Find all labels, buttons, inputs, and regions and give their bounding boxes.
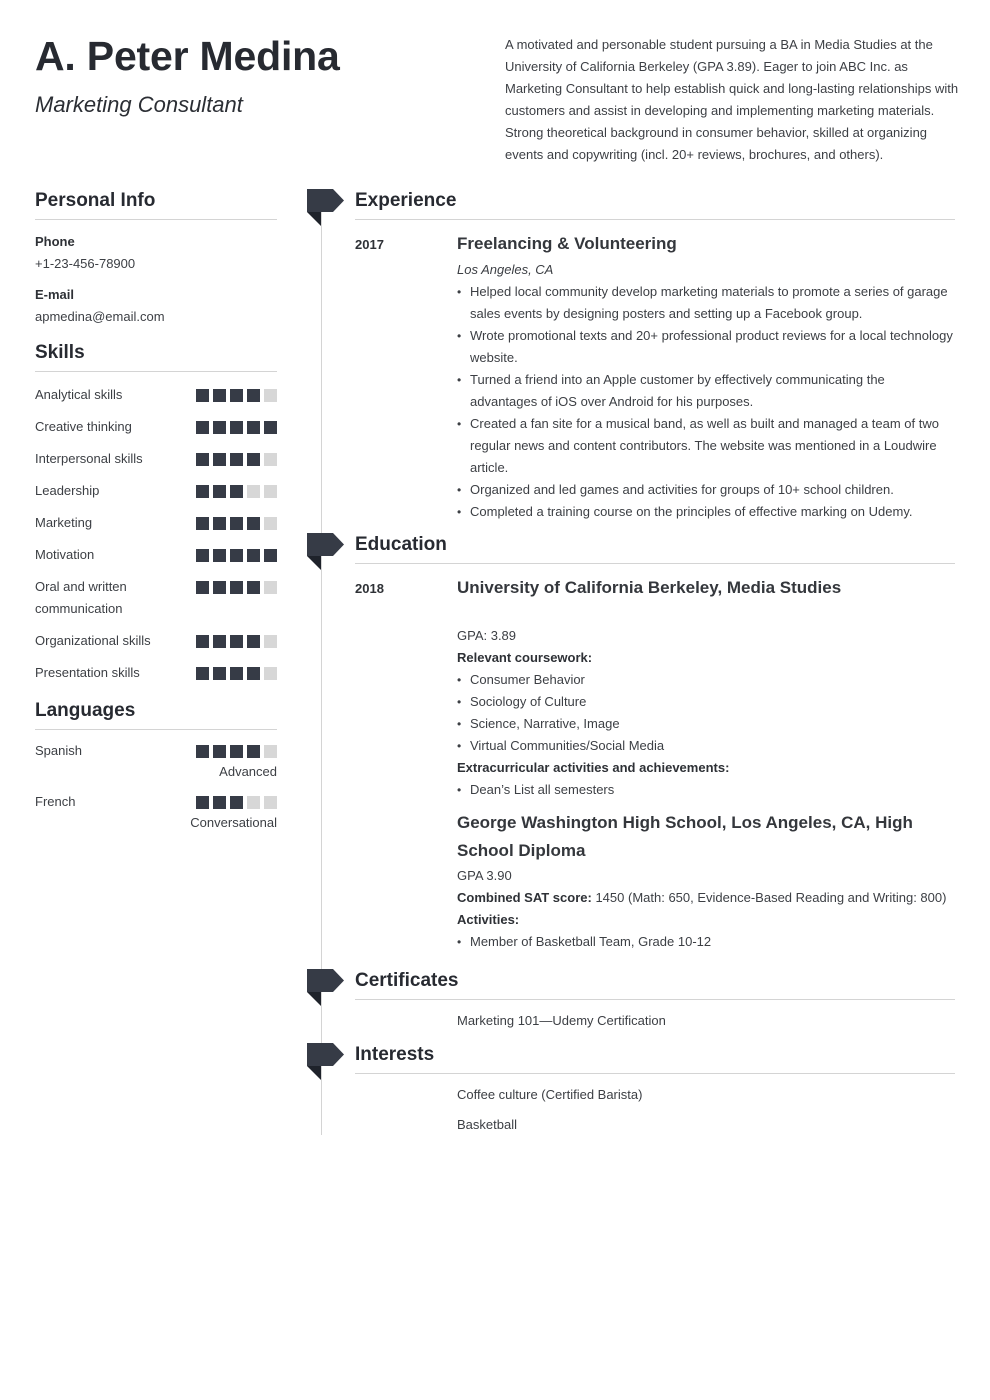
profile-summary: A motivated and personable student pursuing a BA in Media Studies at the University of California Berkeley (GPA 3.89). Eager to join ABC Inc. as Marketing Consultant to help establish quick and long-lasting relationships with customers and assist in developing and implementing marketing materials. Strong theoretical background in consumer behavior, skilled at organizing events and copywriting (incl. 20+ reviews, brochures, and others). bbox=[505, 37, 959, 162]
rating-dot bbox=[230, 453, 243, 466]
gpa: GPA 3.90 bbox=[457, 868, 512, 883]
rating-dots bbox=[196, 453, 277, 466]
rating-dot bbox=[196, 581, 209, 594]
experience-heading: Experience bbox=[355, 188, 955, 220]
resume-header bbox=[35, 32, 475, 118]
rating-dot bbox=[264, 517, 277, 530]
bullet-item: • Science, Narrative, Image bbox=[457, 713, 955, 735]
entry-year bbox=[355, 809, 457, 953]
skill-name: Interpersonal skills bbox=[35, 451, 143, 466]
experience-section bbox=[355, 188, 955, 523]
rating-dots bbox=[196, 796, 277, 809]
rating-dot bbox=[230, 667, 243, 680]
bullet-item: • Member of Basketball Team, Grade 10-12 bbox=[457, 931, 955, 953]
language-level: Advanced bbox=[219, 764, 277, 779]
skill-row bbox=[35, 448, 277, 470]
language-name: Spanish bbox=[35, 743, 82, 758]
rating-dot bbox=[230, 635, 243, 648]
coursework-label: Relevant coursework: bbox=[457, 650, 593, 665]
rating-dot bbox=[247, 517, 260, 530]
bullet-item: • Created a fan site for a musical band, as well as built and managed a team of two regular news and content contributors. The website was mentioned in a Loudwire article. bbox=[457, 413, 955, 479]
rating-dots bbox=[196, 635, 277, 648]
language-level: Conversational bbox=[190, 815, 277, 830]
certificate-item: Marketing 101—Udemy Certification bbox=[457, 1013, 666, 1028]
rating-dot bbox=[247, 635, 260, 648]
rating-dots bbox=[196, 421, 277, 434]
skill-row bbox=[35, 480, 277, 502]
bullet-item: • Helped local community develop marketing materials to promote a series of garage sales events by designing posters and setting up a Facebook group. bbox=[457, 281, 955, 325]
skill-name: Organizational skills bbox=[35, 633, 151, 648]
rating-dot bbox=[196, 745, 209, 758]
rating-dot bbox=[264, 389, 277, 402]
left-column bbox=[35, 188, 277, 832]
education-section bbox=[355, 532, 955, 953]
activities-label: Activities: bbox=[457, 912, 520, 927]
rating-dot bbox=[247, 549, 260, 562]
entry-title: University of California Berkeley, Media Studies bbox=[457, 578, 842, 597]
rating-dot bbox=[247, 667, 260, 680]
rating-dots bbox=[196, 389, 277, 402]
skill-name: Marketing bbox=[35, 515, 93, 530]
rating-dot bbox=[196, 635, 209, 648]
rating-dot bbox=[196, 796, 209, 809]
phone-label: Phone bbox=[35, 234, 75, 249]
interests-heading: Interests bbox=[355, 1042, 955, 1074]
rating-dots bbox=[196, 581, 277, 594]
flag-ribbon-icon bbox=[307, 533, 344, 570]
skill-row bbox=[35, 544, 277, 566]
bullet-item: • Wrote promotional texts and 20+ professional product reviews for a local technology website. bbox=[457, 325, 955, 369]
rating-dot bbox=[213, 581, 226, 594]
skills-list bbox=[35, 384, 277, 684]
bullet-item: • Virtual Communities/Social Media bbox=[457, 735, 955, 757]
rating-dot bbox=[196, 485, 209, 498]
skill-row bbox=[35, 512, 277, 534]
skill-row bbox=[35, 384, 277, 406]
sat-score bbox=[457, 887, 955, 909]
coursework-list bbox=[457, 669, 955, 757]
skill-name: Analytical skills bbox=[35, 387, 123, 402]
interest-item: Basketball bbox=[457, 1117, 517, 1132]
rating-dot bbox=[247, 581, 260, 594]
education-entry bbox=[355, 809, 955, 953]
rating-dot bbox=[264, 581, 277, 594]
sat-value: 1450 (Math: 650, Evidence-Based Reading and Writing: 800) bbox=[591, 890, 947, 905]
rating-dot bbox=[230, 485, 243, 498]
rating-dots bbox=[196, 517, 277, 530]
bullet-item: • Organized and led games and activities for groups of 10+ school children. bbox=[457, 479, 955, 501]
rating-dot bbox=[196, 421, 209, 434]
flag-ribbon-icon bbox=[307, 189, 344, 226]
email-label: E-mail bbox=[35, 287, 75, 302]
rating-dot bbox=[213, 421, 226, 434]
rating-dot bbox=[213, 453, 226, 466]
rating-dot bbox=[213, 549, 226, 562]
skill-row bbox=[35, 630, 277, 652]
education-entry bbox=[355, 574, 955, 801]
rating-dot bbox=[264, 549, 277, 562]
rating-dot bbox=[247, 389, 260, 402]
entry-location: Los Angeles, CA bbox=[457, 262, 554, 277]
skill-name: Motivation bbox=[35, 547, 95, 562]
skill-name: Creative thinking bbox=[35, 419, 132, 434]
bullet-item: • Turned a friend into an Apple customer by effectively communicating the advantages of iOS over Android for his purposes. bbox=[457, 369, 955, 413]
rating-dot bbox=[264, 796, 277, 809]
rating-dot bbox=[247, 796, 260, 809]
skill-name: Presentation skills bbox=[35, 665, 140, 680]
language-name: French bbox=[35, 794, 76, 809]
rating-dot bbox=[213, 635, 226, 648]
rating-dot bbox=[264, 745, 277, 758]
personal-info-heading: Personal Info bbox=[35, 188, 277, 220]
candidate-name: A. Peter Medina bbox=[35, 33, 340, 79]
rating-dot bbox=[247, 421, 260, 434]
rating-dot bbox=[213, 517, 226, 530]
rating-dot bbox=[230, 549, 243, 562]
activities-list bbox=[457, 931, 955, 953]
rating-dot bbox=[196, 667, 209, 680]
rating-dot bbox=[230, 581, 243, 594]
flag-ribbon-icon bbox=[307, 1043, 344, 1080]
rating-dot bbox=[264, 453, 277, 466]
rating-dot bbox=[213, 389, 226, 402]
email-value: apmedina@email.com bbox=[35, 309, 165, 324]
rating-dot bbox=[230, 796, 243, 809]
rating-dot bbox=[247, 485, 260, 498]
sat-label: Combined SAT score: bbox=[457, 890, 592, 905]
entry-title: George Washington High School, Los Angeles, CA, High School Diploma bbox=[457, 813, 913, 860]
bullet-item: • Consumer Behavior bbox=[457, 669, 955, 691]
bullet-item: • Completed a training course on the principles of effective marking on Udemy. bbox=[457, 501, 955, 523]
entry-year: 2017 bbox=[355, 237, 384, 252]
bullet-item: • Sociology of Culture bbox=[457, 691, 955, 713]
skills-heading: Skills bbox=[35, 340, 277, 372]
entry-title: Freelancing & Volunteering bbox=[457, 234, 677, 253]
languages-heading: Languages bbox=[35, 698, 277, 730]
rating-dot bbox=[213, 485, 226, 498]
flag-ribbon-icon bbox=[307, 969, 344, 1006]
rating-dot bbox=[196, 453, 209, 466]
interest-item: Coffee culture (Certified Barista) bbox=[457, 1087, 643, 1102]
rating-dot bbox=[264, 635, 277, 648]
rating-dot bbox=[247, 453, 260, 466]
rating-dot bbox=[230, 745, 243, 758]
entry-year: 2018 bbox=[355, 581, 384, 596]
rating-dot bbox=[213, 796, 226, 809]
language-item bbox=[35, 793, 277, 832]
rating-dot bbox=[213, 745, 226, 758]
experience-bullets bbox=[457, 281, 955, 523]
certificates-heading: Certificates bbox=[355, 968, 955, 1000]
rating-dots bbox=[196, 485, 277, 498]
rating-dots bbox=[196, 667, 277, 680]
skill-row bbox=[35, 416, 277, 438]
extracurricular-list bbox=[457, 779, 955, 801]
certificates-section bbox=[355, 968, 955, 1032]
rating-dot bbox=[264, 667, 277, 680]
rating-dot bbox=[196, 517, 209, 530]
language-item bbox=[35, 742, 277, 781]
rating-dot bbox=[213, 667, 226, 680]
languages-list bbox=[35, 742, 277, 832]
candidate-title: Marketing Consultant bbox=[35, 92, 243, 117]
extracurricular-label: Extracurricular activities and achievements: bbox=[457, 760, 730, 775]
rating-dot bbox=[264, 421, 277, 434]
rating-dots bbox=[196, 745, 277, 758]
skill-name: Leadership bbox=[35, 483, 100, 498]
rating-dot bbox=[230, 517, 243, 530]
phone-value: +1-23-456-78900 bbox=[35, 256, 136, 271]
rating-dot bbox=[196, 389, 209, 402]
rating-dot bbox=[264, 485, 277, 498]
gpa: GPA: 3.89 bbox=[457, 628, 517, 643]
bullet-item: • Dean’s List all semesters bbox=[457, 779, 955, 801]
skill-row bbox=[35, 576, 277, 620]
rating-dot bbox=[230, 421, 243, 434]
rating-dots bbox=[196, 549, 277, 562]
skill-name: Oral and written communication bbox=[35, 579, 127, 616]
experience-entry bbox=[355, 230, 955, 523]
rating-dot bbox=[196, 549, 209, 562]
rating-dot bbox=[230, 389, 243, 402]
rating-dot bbox=[247, 745, 260, 758]
education-heading: Education bbox=[355, 532, 955, 564]
interests-section bbox=[355, 1042, 955, 1136]
skill-row bbox=[35, 662, 277, 684]
